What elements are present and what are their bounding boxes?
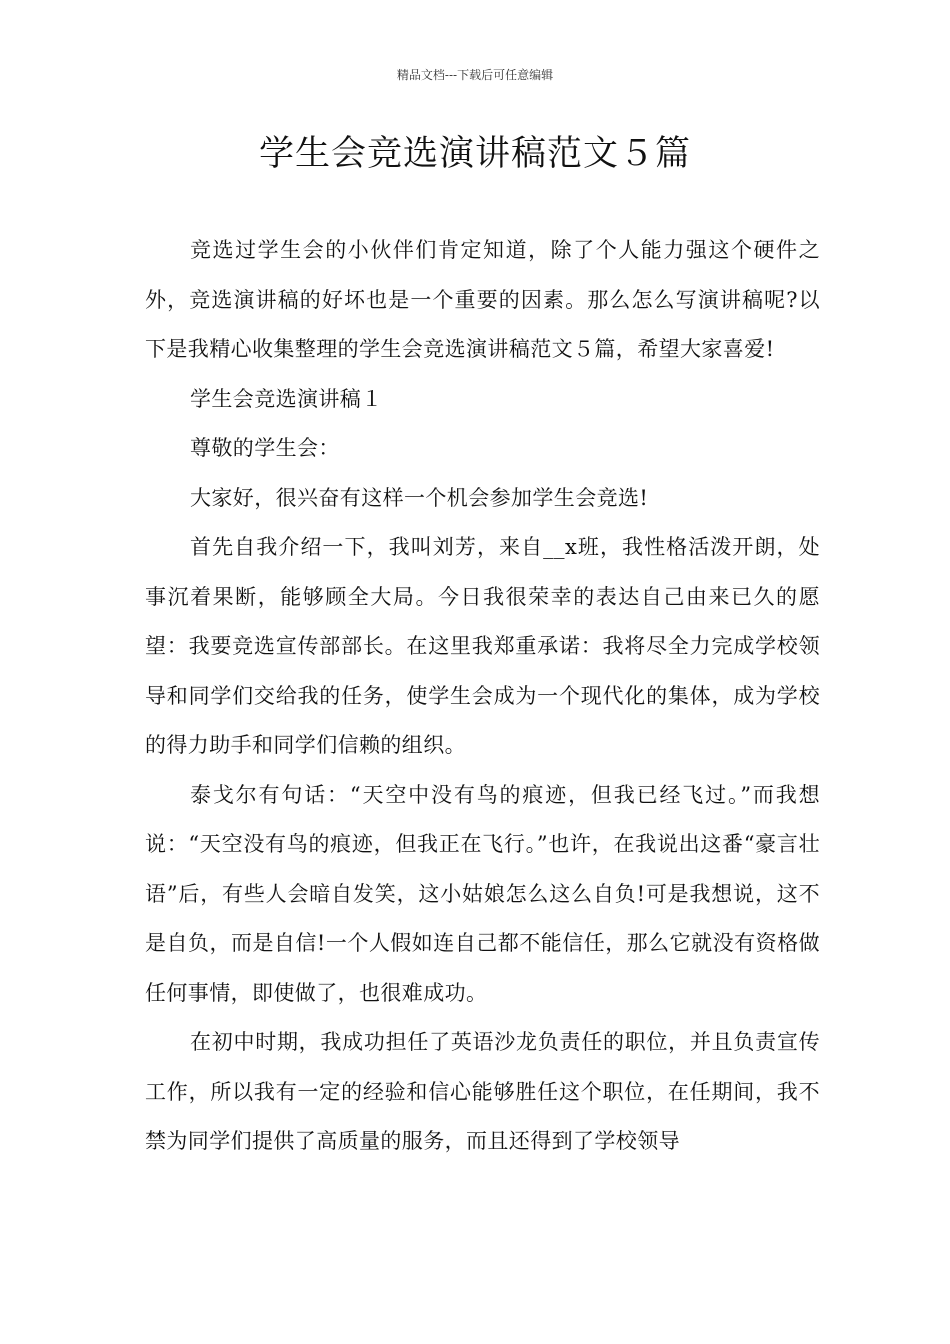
paragraph-tagore-quote: 泰戈尔有句话：“天空中没有鸟的痕迹，但我已经飞过。”而我想说：“天空没有鸟的痕迹，但我正在飞行。”也许，在我说出这番“豪言壮语”后，有些人会暗自发笑，这小姑娘怎么这么自负!可是我想说，这不是自负，而是自信!一个人假如连自己都不能信任，那么它就没有资格做任何事情，即使做了，也很难成功。 — [145, 782, 820, 1005]
document-body — [145, 226, 820, 1167]
page-title: 学生会竞选演讲稿范文５篇 — [258, 134, 691, 174]
paragraph-greeting: 大家好，很兴奋有这样一个机会参加学生会竞选! — [190, 485, 649, 510]
paragraph-self-introduction: 首先自我介绍一下，我叫刘芳，来自__x班，我性格活泼开朗，处事沉着果断，能够顾全大局。今日我很荣幸的表达自己由来已久的愿望：我要竞选宣传部部长。在这里我郑重承诺：我将尽全力完成学校领导和同学们交给我的任务，使学生会成为一个现代化的集体，成为学校的得力助手和同学们信赖的组织。 — [145, 535, 820, 757]
header-note: 精品文档---下载后可任意编辑 — [396, 68, 554, 82]
paragraph-section-heading: 学生会竞选演讲稿１ — [190, 386, 383, 411]
paragraph-intro: 竞选过学生会的小伙伴们肯定知道，除了个人能力强这个硬件之外，竞选演讲稿的好坏也是一个重要的因素。那么怎么写演讲稿呢?以下是我精心收集整理的学生会竞选演讲稿范文５篇，希望大家喜爱! — [145, 238, 820, 361]
paragraph-experience: 在初中时期，我成功担任了英语沙龙负责任的职位，并且负责宣传工作，所以我有一定的经验和信心能够胜任这个职位，在任期间，我不禁为同学们提供了高质量的服务，而且还得到了学校领导 — [145, 1030, 820, 1153]
paragraph-salutation: 尊敬的学生会： — [190, 436, 340, 460]
